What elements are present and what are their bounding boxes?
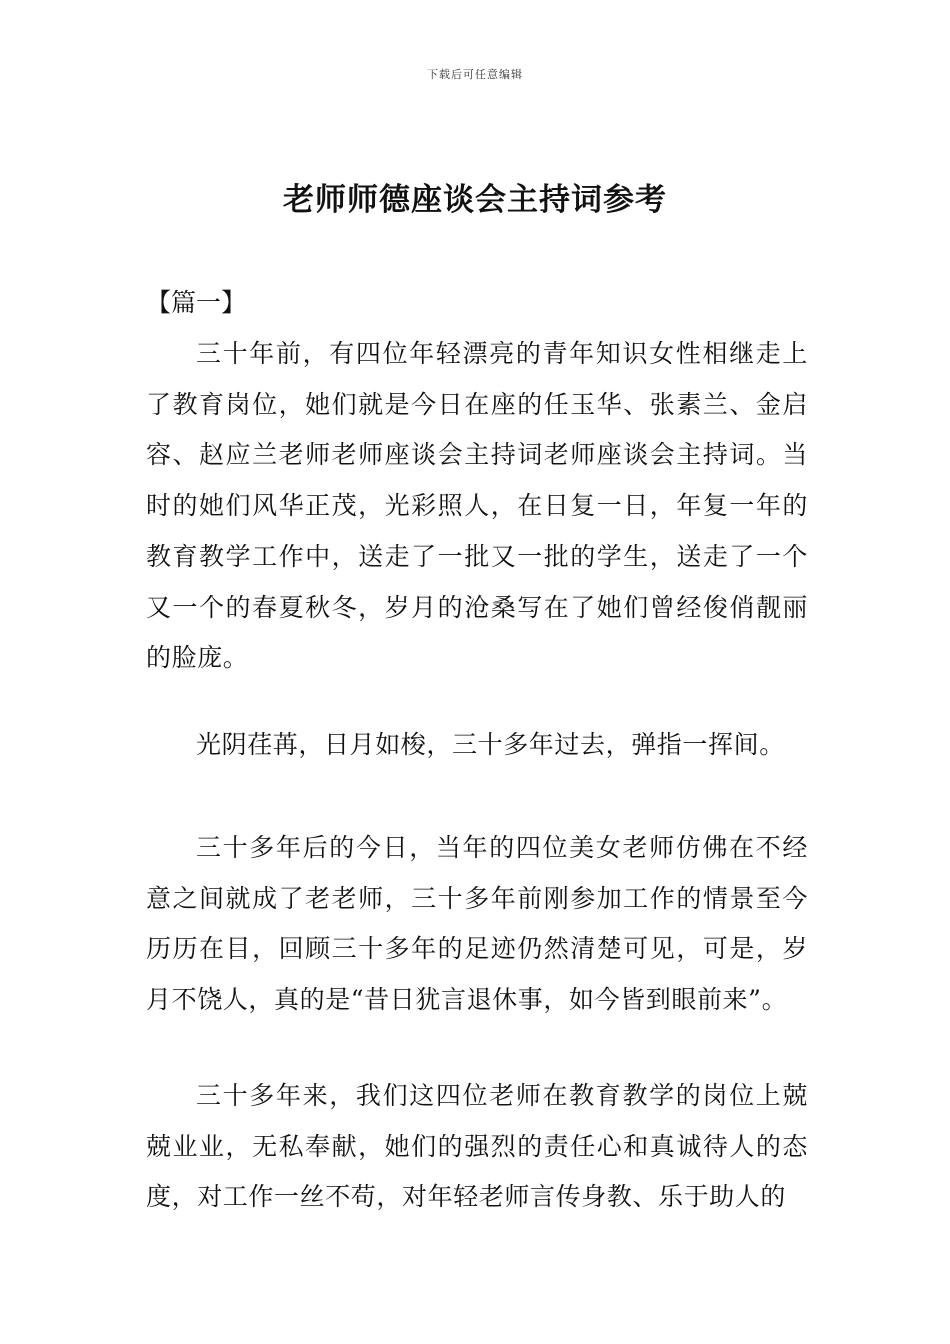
paragraph-4: 三十多年来，我们这四位老师在教育教学的岗位上兢兢业业，无私奉献，她们的强烈的责任心和真诚待人的态度，对工作一丝不苟，对年轻老师言传身教、乐于助人的 bbox=[146, 1081, 808, 1212]
paragraph-1: 三十年前，有四位年轻漂亮的青年知识女性相继走上了教育岗位，她们就是今日在座的任玉华、张素兰、金启容、赵应兰老师老师座谈会主持词老师座谈会主持词。当时的她们风华正茂，光彩照人，在日复一日，年复一年的教育教学工作中，送走了一批又一批的学生，送走了一个又一个的春夏秋冬，岁月的沧桑写在了她们曾经俊俏靓丽的脸庞。 bbox=[146, 339, 808, 673]
document-title: 老师师德座谈会主持词参考 bbox=[283, 182, 667, 218]
section-label: 【篇一】 bbox=[146, 288, 247, 317]
paragraph-2: 光阴荏苒，日月如梭，三十多年过去，弹指一挥间。 bbox=[196, 730, 785, 759]
header-note: 下载后可任意编辑 bbox=[427, 68, 523, 81]
paragraph-3: 三十多年后的今日，当年的四位美女老师仿佛在不经意之间就成了老老师，三十多年前刚参加工作的情景至今历历在目，回顾三十多年的足迹仍然清楚可见，可是，岁月不饶人，真的是“昔日犹言退休事，如今皆到眼前来”。 bbox=[146, 833, 808, 1015]
